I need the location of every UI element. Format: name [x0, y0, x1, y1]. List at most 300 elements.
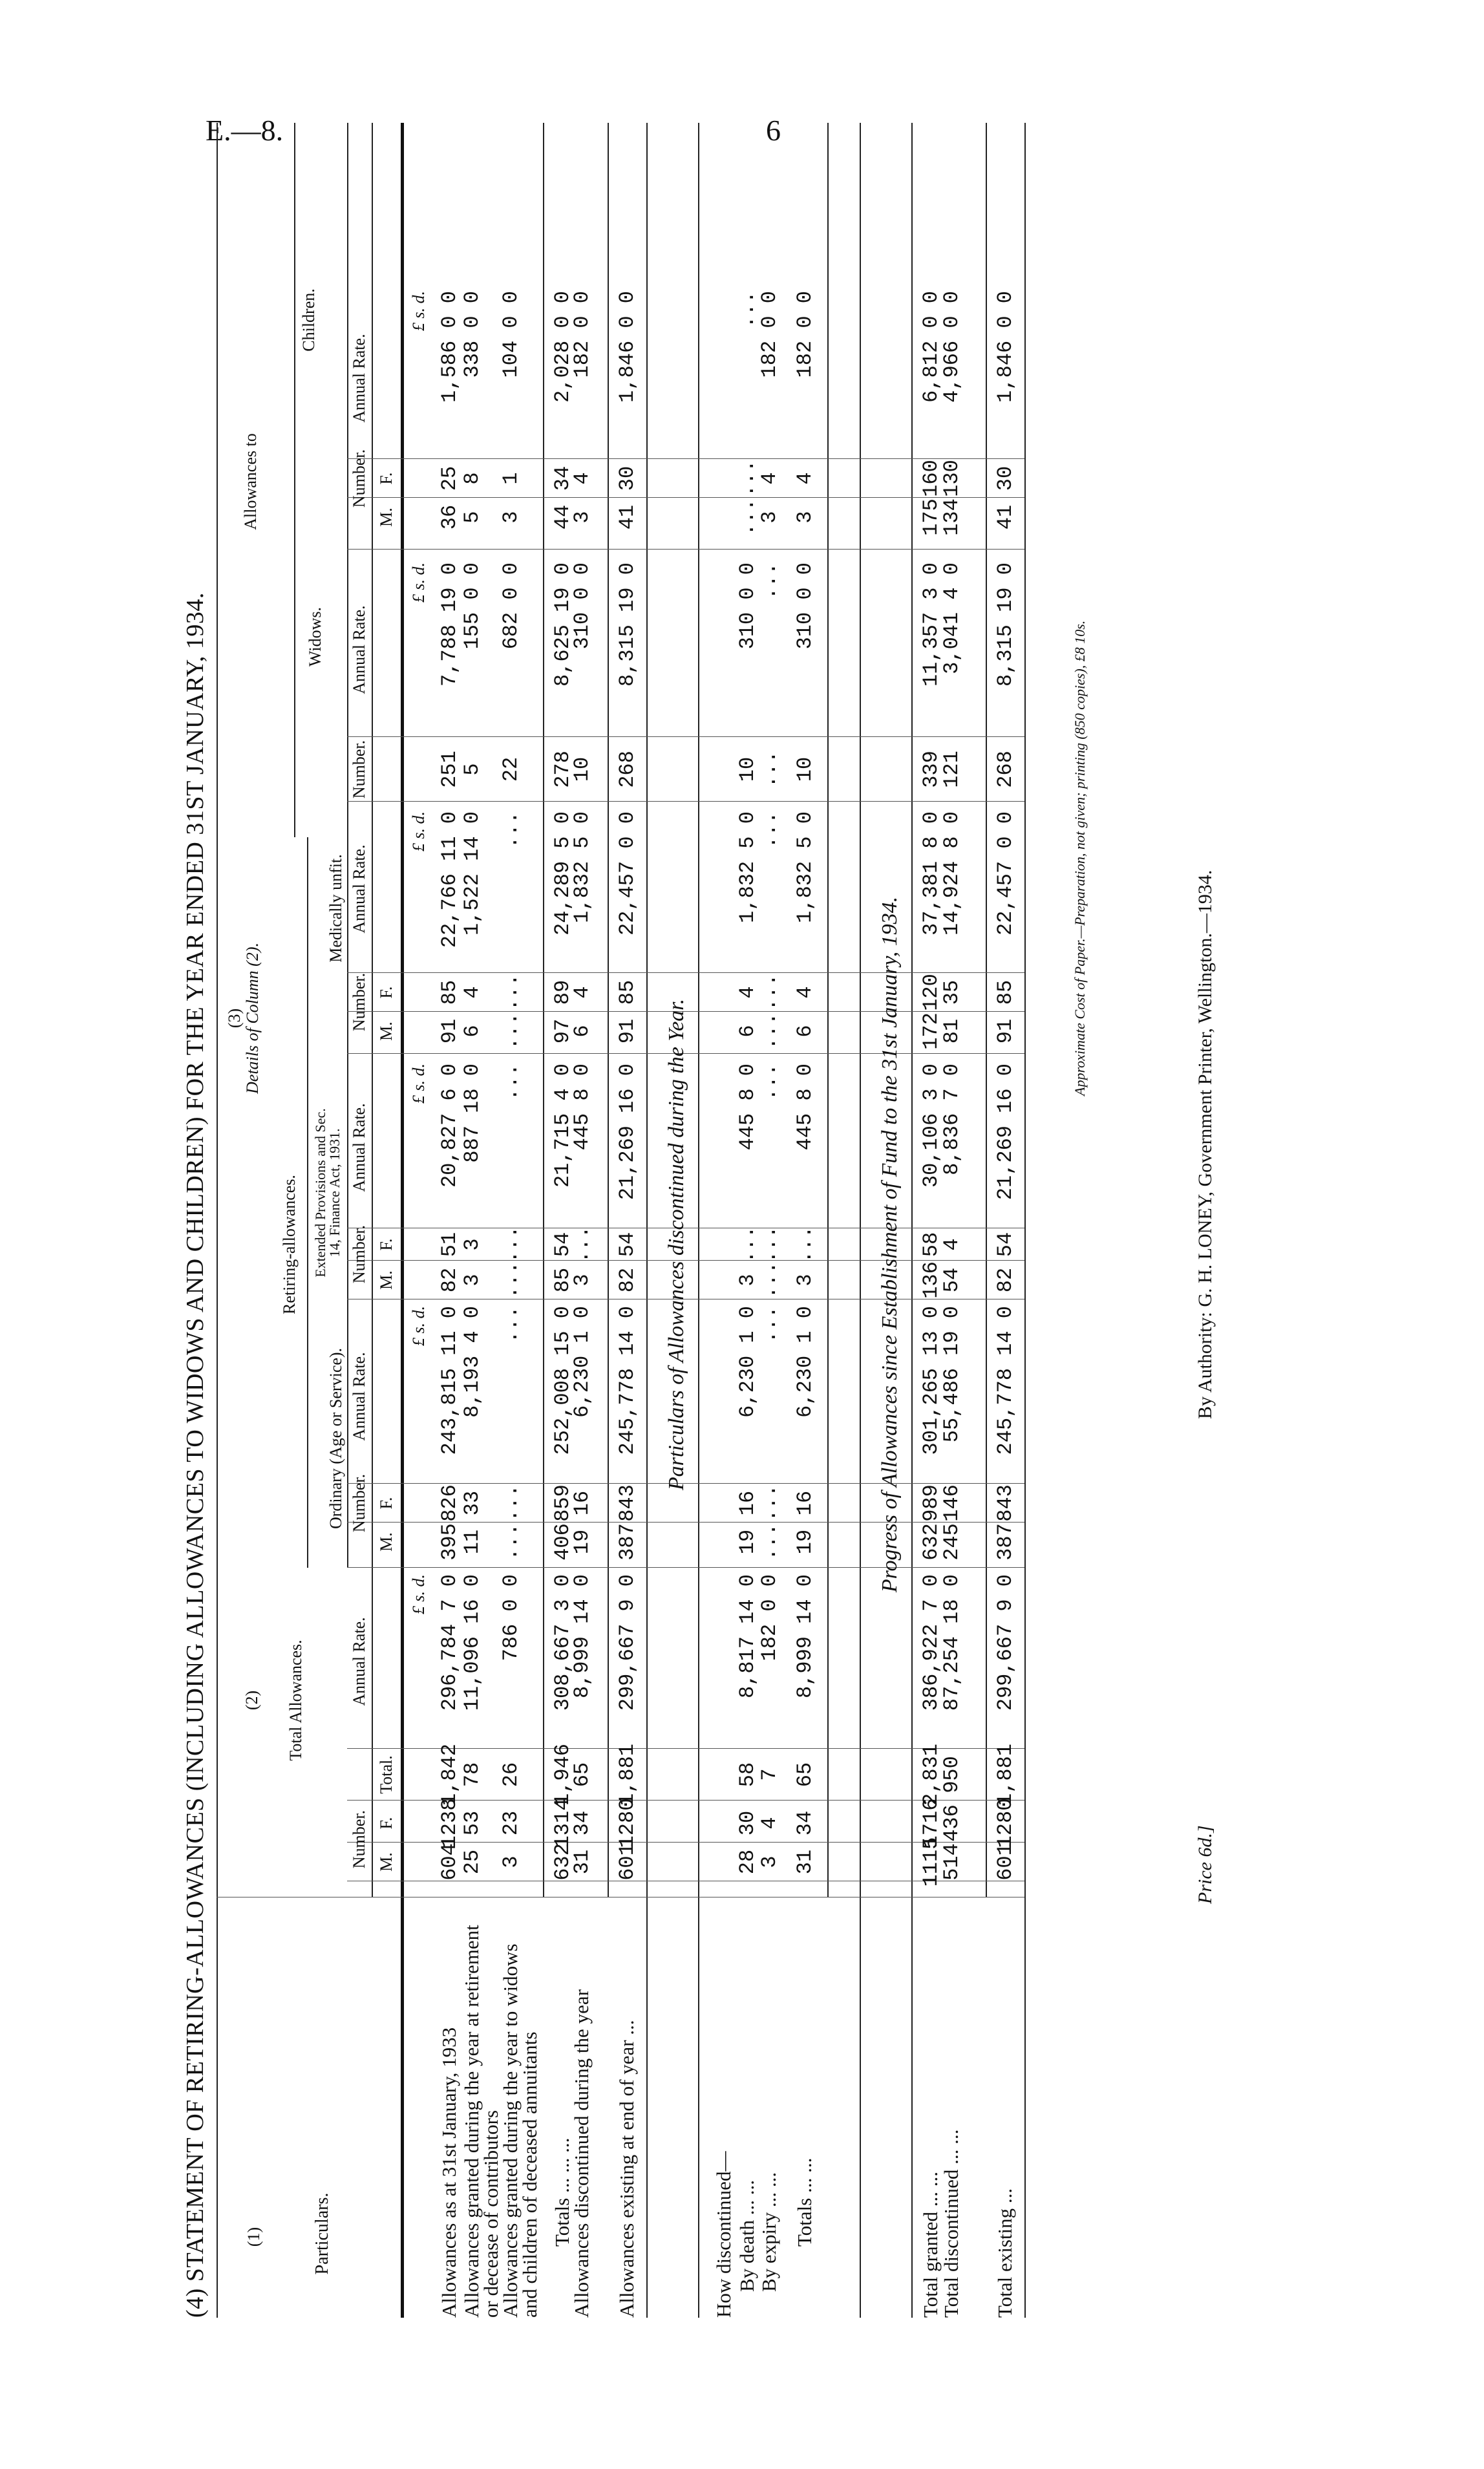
discontinued_rows-cell-chi_rate: 182 0 0: [793, 291, 817, 378]
med-currency-symbols: £ s. d.: [409, 811, 428, 852]
column-rule: [347, 1522, 1024, 1523]
discontinued_rows-cell-med_m: 6: [736, 1025, 759, 1038]
main_rows-cell-ord_rate: 252,008 15 0: [551, 1306, 575, 1455]
main_rows-cell-ext_m: 82: [615, 1267, 639, 1293]
rule-section2-bottom: [860, 123, 861, 2318]
children-heading: Children.: [299, 288, 318, 352]
discontinued_rows-cell-wid_n: 10: [793, 756, 817, 782]
main_rows-cell-med_f: 4: [460, 986, 484, 999]
main_rows-cell-ext_m: 85: [551, 1267, 575, 1293]
discontinued_rows-cell-med_f: 4: [793, 986, 817, 999]
section3-title: Progress of Allowances since Establishment of Fund to the 31st January, 1934.: [878, 896, 902, 1593]
main_rows-cell-wid_n: 10: [570, 756, 594, 782]
main_rows-cell-chi_m: 44: [551, 504, 575, 530]
ext-number-heading: Number.: [350, 1224, 368, 1284]
discontinued_rows-cell-med_m: 6: [793, 1025, 817, 1038]
med-annual-rate-heading: Annual Rate.: [350, 844, 368, 934]
progress_rows-cell-tot_rate: 386,922 7 0: [919, 1574, 943, 1711]
main_rows-cell-tot_f: 34: [570, 1810, 594, 1836]
chi-number-heading: Number.: [350, 449, 368, 508]
col2-number: (2): [242, 1690, 261, 1711]
main_rows-cell-wid_n: 251: [438, 751, 461, 788]
main_rows-cell-tot_m: 604: [438, 1843, 461, 1881]
main_rows-cell-chi_m: 3: [570, 511, 594, 524]
main_rows-cell-chi_f: 25: [438, 465, 461, 491]
main_rows-row-label: Allowances granted during the year to widows and children of deceased annuitants: [499, 1943, 541, 2318]
main_rows-cell-med_rate: 24,289 5 0: [551, 811, 575, 936]
ord-currency-symbols: £ s. d.: [409, 1306, 428, 1347]
main_rows-cell-ord_rate: 6,230 1 0: [570, 1306, 594, 1418]
main_rows-cell-tot_t: 1,881: [615, 1743, 639, 1806]
discontinued_rows-cell-ext_f: ...: [758, 1226, 781, 1263]
discontinued_rows-cell-tot_rate: 182 0 0: [758, 1574, 781, 1662]
rule-section2-top: [698, 123, 699, 2318]
main_rows-cell-wid_rate: 8,315 19 0: [615, 562, 639, 687]
tot-m-heading: M.: [377, 1852, 396, 1872]
ord-m-heading: M.: [377, 1532, 396, 1552]
rule-sub-heading: [347, 123, 348, 1568]
progress_rows-cell-med_rate: 37,381 8 0: [919, 811, 943, 936]
discontinued_rows-cell-ext_f: ...: [793, 1226, 817, 1263]
particulars-heading: Particulars.: [312, 2192, 332, 2275]
main_rows-cell-ext_m: 3: [570, 1274, 594, 1287]
main_rows-cell-med_rate: 22,766 11 0: [438, 811, 461, 948]
med-m-heading: M.: [377, 1021, 396, 1041]
progress_rows-cell-med_rate: 14,924 8 0: [940, 811, 964, 936]
progress_rows-cell-ord_m: 245: [940, 1523, 964, 1561]
tot-currency-symbols: £ s. d.: [409, 1574, 428, 1615]
progress_rows-cell-chi_m: 134: [940, 498, 964, 536]
main_rows-cell-ord_m: 395: [438, 1523, 461, 1561]
main_rows-cell-ext_f: 51: [438, 1232, 461, 1257]
discontinued_rows-cell-ext_rate: ...: [758, 1063, 781, 1101]
allowances-to-heading: Allowances to: [241, 433, 260, 530]
main_rows-cell-tot_rate: 11,096 16 0: [460, 1574, 484, 1711]
rule-section1-bottom: [646, 123, 648, 2318]
main_rows-cell-tot_m: 31: [570, 1849, 594, 1875]
progress_rows-cell-chi_rate: 4,966 0 0: [940, 291, 964, 403]
main_rows-cell-ord_rate: 245,778 14 0: [615, 1306, 639, 1455]
progress_rows-cell-tot_rate: 87,254 18 0: [940, 1574, 964, 1711]
ord-number-heading: Number.: [350, 1473, 368, 1533]
main_rows-cell-ext_f: ...: [570, 1226, 594, 1263]
main_rows-cell-chi_f: 4: [570, 472, 594, 485]
discontinued_rows-cell-ext_f: ...: [736, 1226, 759, 1263]
main_rows-cell-chi_rate: 1,846 0 0: [615, 291, 639, 403]
ext-m-heading: M.: [377, 1270, 396, 1290]
page-code: E.—8.: [206, 114, 284, 147]
column-rule: [347, 497, 1024, 498]
med-number-heading: Number.: [350, 972, 368, 1032]
main_rows-cell-wid_rate: 7,788 19 0: [438, 562, 461, 687]
tot-f-heading: F.: [377, 1817, 396, 1830]
progress_rows-cell-med_f: 35: [940, 979, 964, 1005]
main_rows-cell-tot_m: 632: [551, 1843, 575, 1881]
main_rows-row-label: Allowances granted during the year at retirement or decease of contributors: [460, 1925, 502, 2318]
ext-f-heading: F.: [377, 1238, 396, 1251]
rule-retiring-under: [307, 837, 308, 1568]
main_rows-cell-ord_rate: 243,815 11 0: [438, 1306, 461, 1455]
main_rows-cell-med_f: 4: [570, 986, 594, 999]
main_rows-cell-med_rate: ...: [499, 811, 523, 849]
main_rows-cell-wid_n: 22: [499, 756, 523, 782]
main_rows-cell-tot_rate: 308,667 3 0: [551, 1574, 575, 1711]
discontinued_rows-cell-ext_m: 3: [793, 1274, 817, 1287]
main_rows-cell-tot_f: 1280: [615, 1798, 639, 1848]
column-rule: [347, 1567, 1024, 1568]
main_rows-cell-chi_f: 1: [499, 472, 523, 485]
rotated-table-page: [178, 107, 1370, 2344]
main_rows-cell-ext_f: ...: [499, 1226, 523, 1263]
main_rows-cell-med_rate: 22,457 0 0: [615, 811, 639, 936]
discontinued_rows-cell-chi_m: ...: [736, 498, 759, 536]
progress_rows-cell-wid_rate: 3,041 4 0: [940, 562, 964, 674]
discontinued_rows-cell-tot_t: 7: [758, 1768, 781, 1781]
main_rows-cell-ord_m: ...: [499, 1523, 523, 1561]
main_rows-cell-tot_rate: 8,999 14 0: [570, 1574, 594, 1699]
main_rows-cell-ext_m: 3: [460, 1274, 484, 1287]
discontinued_rows-cell-wid_rate: 310 0 0: [736, 562, 759, 650]
progress_rows-cell-chi_rate: 6,812 0 0: [919, 291, 943, 403]
main_rows-row-label: Allowances existing at end of year ...: [615, 2020, 638, 2318]
main_rows-cell-ext_m: ...: [499, 1261, 523, 1299]
progress_rows-cell-wid_n: 268: [993, 751, 1017, 788]
main_rows-cell-tot_rate: 296,784 7 0: [438, 1574, 461, 1711]
progress_rows-cell-ord_f: 989: [919, 1484, 943, 1522]
progress_rows-cell-ext_f: 54: [993, 1232, 1017, 1257]
main_rows-cell-med_m: 6: [570, 1025, 594, 1038]
main_rows-cell-ord_f: 859: [551, 1484, 575, 1522]
wid-annual-rate-heading: Annual Rate.: [350, 605, 368, 694]
total-allowances-heading: Total Allowances.: [286, 1640, 305, 1761]
main_rows-cell-chi_rate: 182 0 0: [570, 291, 594, 378]
rule-totals-bottom: [608, 123, 609, 1897]
discontinued_rows-cell-ext_rate: 445 8 0: [736, 1063, 759, 1151]
progress_rows-cell-wid_rate: 11,357 3 0: [919, 562, 943, 687]
main_rows-cell-tot_m: 601: [615, 1843, 639, 1881]
progress_rows-cell-ext_m: 82: [993, 1267, 1017, 1293]
wid-number-heading: Number.: [350, 740, 368, 799]
ord-annual-rate-heading: Annual Rate.: [350, 1352, 368, 1441]
discontinued_rows-cell-ext_m: ...: [758, 1261, 781, 1299]
main_rows-cell-ord_m: 406: [551, 1523, 575, 1561]
progress_rows-cell-med_m: 172: [919, 1012, 943, 1050]
progress_rows-cell-med_m: 81: [940, 1018, 964, 1044]
discontinued_rows-cell-ext_rate: 445 8 0: [793, 1063, 817, 1151]
main_rows-cell-med_f: ...: [499, 974, 523, 1011]
rule-section3-top: [911, 123, 913, 2318]
authority-line: By Authority: G. H. LONEY, Government Printer, Wellington.—1934.: [1194, 870, 1216, 1419]
main_rows-cell-ord_f: ...: [499, 1484, 523, 1522]
main_rows-cell-med_m: 97: [551, 1018, 575, 1044]
discontinued_rows-cell-med_m: ...: [758, 1012, 781, 1050]
main_rows-cell-ord_m: 19: [570, 1529, 594, 1555]
progress_rows-cell-ord_f: 146: [940, 1484, 964, 1522]
discontinued_rows-cell-tot_t: 65: [793, 1762, 817, 1788]
main_rows-cell-med_m: 91: [615, 1018, 639, 1044]
discontinued_rows-cell-med_f: ...: [758, 974, 781, 1011]
main_rows-cell-med_m: ...: [499, 1012, 523, 1050]
main_rows-cell-ext_rate: 445 8 0: [570, 1063, 594, 1151]
medically-unfit-heading: Medically unfit.: [326, 854, 345, 963]
extended-heading: Extended Provisions and Sec. 14, Finance Act, 1931.: [312, 1108, 343, 1277]
main_rows-cell-ord_rate: ...: [499, 1306, 523, 1343]
col1-number: (1): [244, 2227, 263, 2247]
progress_rows-cell-ext_rate: 8,836 7 0: [940, 1063, 964, 1175]
rule-totals-top: [543, 123, 544, 1897]
discontinued_rows-cell-tot_m: 3: [758, 1855, 781, 1868]
main_rows-cell-ord_f: 843: [615, 1484, 639, 1522]
progress_rows-cell-tot_m: 514: [940, 1843, 964, 1881]
progress_rows-row-label: Total granted ... ...: [919, 2172, 942, 2318]
discontinued_rows-cell-chi_m: 3: [758, 511, 781, 524]
main_rows-cell-chi_rate: 1,586 0 0: [438, 291, 461, 403]
main_rows-cell-med_f: 85: [615, 979, 639, 1005]
main_rows-cell-tot_t: 65: [570, 1762, 594, 1788]
progress_rows-row-label: Total discontinued ... ...: [940, 2129, 962, 2318]
wid-currency-symbols: £ s. d.: [409, 562, 428, 603]
ord-f-heading: F.: [377, 1497, 396, 1510]
progress_rows-row-label: Total existing ...: [993, 2188, 1016, 2318]
main_rows-cell-ord_f: 826: [438, 1484, 461, 1522]
column-rule: [347, 549, 1024, 550]
tot-annual-rate-heading: Annual Rate.: [350, 1617, 368, 1706]
progress_rows-cell-chi_f: 30: [993, 465, 1017, 491]
discontinued_rows-cell-tot_f: 34: [793, 1810, 817, 1836]
main_rows-cell-tot_m: 3: [499, 1855, 523, 1868]
chi-f-heading: F.: [377, 472, 396, 485]
progress_rows-cell-ord_m: 632: [919, 1523, 943, 1561]
col3-number: (3): [225, 1008, 244, 1029]
discontinued_rows-cell-wid_n: 10: [736, 756, 759, 782]
discontinued_rows-row-label: By expiry ... ...: [758, 2172, 780, 2292]
main_rows-cell-med_f: 85: [438, 979, 461, 1005]
progress_rows-cell-ext_f: 4: [940, 1238, 964, 1251]
tot-number-heading: Number.: [350, 1810, 368, 1869]
column-rule: [347, 801, 1024, 802]
progress_rows-cell-tot_t: 1,881: [993, 1743, 1017, 1806]
cost-note: Approximate Cost of Paper.—Preparation, not given; printing (850 copies), £8 10s.: [1072, 620, 1088, 1096]
main_rows-cell-ext_rate: ...: [499, 1063, 523, 1101]
widows-heading: Widows.: [306, 606, 324, 667]
discontinued_rows-cell-ord_rate: 6,230 1 0: [736, 1306, 759, 1418]
progress_rows-cell-med_f: 85: [993, 979, 1017, 1005]
progress_rows-cell-chi_m: 41: [993, 504, 1017, 530]
main_rows-cell-wid_rate: 682 0 0: [499, 562, 523, 650]
main_rows-cell-wid_n: 268: [615, 751, 639, 788]
main_rows-cell-chi_rate: 2,028 0 0: [551, 291, 575, 403]
main_rows-cell-chi_f: 30: [615, 465, 639, 491]
tot-total-heading: Total.: [377, 1755, 396, 1794]
details-heading: Details of Column (2).: [243, 943, 262, 1094]
rule-section3-bottom: [1024, 123, 1026, 2318]
progress_rows-cell-ext_rate: 30,106 3 0: [919, 1063, 943, 1188]
main_rows-cell-tot_t: 26: [499, 1762, 523, 1788]
discontinued_rows-cell-chi_f: 4: [758, 472, 781, 485]
chi-currency-symbols: £ s. d.: [409, 291, 428, 332]
main_rows-cell-wid_rate: 155 0 0: [460, 562, 484, 650]
progress_rows-cell-ord_rate: 245,778 14 0: [993, 1306, 1017, 1455]
progress_rows-cell-tot_m: 1115: [919, 1837, 943, 1887]
rule-section2-totals: [827, 123, 829, 1897]
main_rows-cell-tot_t: 78: [460, 1762, 484, 1788]
discontinued_rows-cell-chi_m: 3: [793, 511, 817, 524]
discontinued_rows-cell-ord_f: 16: [793, 1490, 817, 1516]
page-number: 6: [766, 114, 781, 147]
rule-section3-totals: [986, 123, 987, 1897]
progress_rows-cell-tot_f: 436: [940, 1804, 964, 1842]
discontinued_rows-cell-tot_f: 4: [758, 1817, 781, 1830]
discontinued_rows-cell-ord_m: ...: [758, 1523, 781, 1561]
main_rows-cell-chi_f: 34: [551, 465, 575, 491]
discontinued_rows-cell-ord_rate: ...: [758, 1306, 781, 1343]
progress_rows-cell-wid_n: 339: [919, 751, 943, 788]
main_rows-cell-med_m: 91: [438, 1018, 461, 1044]
progress_rows-cell-tot_t: 950: [940, 1756, 964, 1793]
main_rows-cell-tot_m: 25: [460, 1849, 484, 1875]
discontinued_rows-cell-ord_m: 19: [793, 1529, 817, 1555]
progress_rows-cell-chi_m: 175: [919, 498, 943, 536]
discontinued_rows-cell-chi_f: ...: [736, 460, 759, 497]
progress_rows-cell-tot_m: 601: [993, 1843, 1017, 1881]
med-f-heading: F.: [377, 986, 396, 999]
discontinued_rows-cell-ord_f: 16: [736, 1490, 759, 1516]
discontinued_rows-cell-med_rate: 1,832 5 0: [793, 811, 817, 923]
rule-top: [217, 123, 218, 2318]
main_rows-cell-ord_f: 16: [570, 1490, 594, 1516]
main_rows-cell-ext_rate: 887 18 0: [460, 1063, 484, 1163]
main_rows-cell-tot_t: 1,842: [438, 1743, 461, 1806]
progress_rows-cell-med_f: 120: [919, 974, 943, 1011]
discontinued_rows-cell-ord_rate: 6,230 1 0: [793, 1306, 817, 1418]
chi-m-heading: M.: [377, 508, 396, 527]
progress_rows-cell-ext_m: 136: [919, 1261, 943, 1299]
main_rows-cell-chi_f: 8: [460, 472, 484, 485]
rule-number-rate: [372, 123, 373, 1897]
discontinued_rows-cell-tot_rate: 8,999 14 0: [793, 1574, 817, 1699]
main_rows-cell-ord_m: 11: [460, 1529, 484, 1555]
main_rows-cell-chi_rate: 104 0 0: [499, 291, 523, 378]
ext-currency-symbols: £ s. d.: [409, 1063, 428, 1104]
main_rows-row-label: Allowances as at 31st January, 1933: [438, 2027, 460, 2318]
discontinued_rows-row-label: By death ... ...: [736, 2179, 758, 2292]
main_rows-cell-tot_rate: 299,667 9 0: [615, 1574, 639, 1711]
main_rows-cell-chi_m: 36: [438, 504, 461, 530]
progress_rows-cell-chi_f: 160: [919, 460, 943, 497]
main_rows-cell-med_rate: 1,832 5 0: [570, 811, 594, 923]
progress_rows-cell-wid_n: 121: [940, 751, 964, 788]
rule-allowances-to-under: [294, 123, 295, 837]
progress_rows-cell-med_rate: 22,457 0 0: [993, 811, 1017, 936]
main_rows-cell-tot_f: 1314: [551, 1798, 575, 1848]
main_rows-cell-ext_rate: 20,827 6 0: [438, 1063, 461, 1188]
main_rows-cell-ext_f: 54: [615, 1232, 639, 1257]
progress_rows-cell-med_m: 91: [993, 1018, 1017, 1044]
main_rows-cell-chi_m: 5: [460, 511, 484, 524]
main_rows-cell-wid_n: 278: [551, 751, 575, 788]
discontinued_rows-cell-chi_rate: ...: [736, 291, 759, 328]
main_rows-cell-ext_f: 54: [551, 1232, 575, 1257]
main_rows-cell-tot_t: 1,946: [551, 1743, 575, 1806]
main_rows-cell-med_f: 89: [551, 979, 575, 1005]
main_rows-cell-ext_m: 82: [438, 1267, 461, 1293]
progress_rows-cell-tot_t: 2,831: [919, 1743, 943, 1806]
progress_rows-cell-ord_f: 843: [993, 1484, 1017, 1522]
progress_rows-cell-chi_f: 130: [940, 460, 964, 497]
ext-annual-rate-heading: Annual Rate.: [350, 1103, 368, 1192]
discontinued_rows-cell-ext_m: 3: [736, 1274, 759, 1287]
discontinued_rows-row-label: How discontinued—: [712, 2151, 735, 2318]
progress_rows-cell-ext_m: 54: [940, 1267, 964, 1293]
main_rows-cell-chi_m: 3: [499, 511, 523, 524]
statement-title: (4) STATEMENT OF RETIRING-ALLOWANCES (INCLUDING ALLOWANCES TO WIDOWS AND CHILDREN) FOR THE YEAR ENDED 31ST JANUARY, 1934.: [182, 592, 209, 2318]
rule-header-bottom: [401, 123, 404, 2318]
main_rows-cell-tot_f: 53: [460, 1810, 484, 1836]
progress_rows-cell-wid_rate: 8,315 19 0: [993, 562, 1017, 687]
main_rows-cell-ext_f: 3: [460, 1238, 484, 1251]
main_rows-cell-chi_rate: 338 0 0: [460, 291, 484, 378]
main_rows-cell-ord_rate: 8,193 4 0: [460, 1306, 484, 1418]
main_rows-cell-tot_f: 23: [499, 1810, 523, 1836]
progress_rows-cell-ext_f: 58: [919, 1232, 943, 1257]
progress_rows-cell-chi_rate: 1,846 0 0: [993, 291, 1017, 403]
discontinued_rows-cell-wid_rate: ...: [758, 562, 781, 600]
discontinued_rows-cell-tot_m: 31: [793, 1849, 817, 1875]
discontinued_rows-cell-ord_m: 19: [736, 1529, 759, 1555]
price-line: Price 6d.]: [1194, 1825, 1216, 1904]
main_rows-cell-tot_rate: 786 0 0: [499, 1574, 523, 1662]
progress_rows-cell-tot_f: 1716: [919, 1798, 943, 1848]
main_rows-cell-tot_f: 1238: [438, 1798, 461, 1848]
main_rows-cell-ord_f: 33: [460, 1490, 484, 1516]
progress_rows-cell-ord_rate: 301,265 13 0: [919, 1306, 943, 1455]
discontinued_rows-cell-chi_rate: 182 0 0: [758, 291, 781, 378]
discontinued_rows-cell-tot_m: 28: [736, 1849, 759, 1875]
section2-title: Particulars of Allowances discontinued during the Year.: [664, 998, 688, 1491]
main_rows-cell-ext_rate: 21,715 4 0: [551, 1063, 575, 1188]
discontinued_rows-cell-tot_rate: 8,817 14 0: [736, 1574, 759, 1699]
discontinued_rows-cell-tot_t: 58: [736, 1762, 759, 1788]
main_rows-cell-wid_rate: 8,625 19 0: [551, 562, 575, 687]
discontinued_rows-cell-med_rate: 1,832 5 0: [736, 811, 759, 923]
main_rows-cell-ext_rate: 21,269 16 0: [615, 1063, 639, 1201]
retiring-allowances-heading: Retiring-allowances.: [280, 1175, 299, 1314]
discontinued_rows-cell-wid_rate: 310 0 0: [793, 562, 817, 650]
discontinued_rows-cell-med_rate: ...: [758, 811, 781, 849]
main_rows-cell-wid_rate: 310 0 0: [570, 562, 594, 650]
progress_rows-cell-tot_rate: 299,667 9 0: [993, 1574, 1017, 1711]
main_rows-row-label: Totals ... ... ...: [551, 2137, 573, 2247]
main_rows-cell-chi_m: 41: [615, 504, 639, 530]
discontinued_rows-row-label: Totals ... ...: [793, 2157, 816, 2247]
main_rows-cell-med_rate: 1,522 14 0: [460, 811, 484, 936]
discontinued_rows-cell-ord_f: ...: [758, 1484, 781, 1522]
progress_rows-cell-tot_f: 1280: [993, 1798, 1017, 1848]
progress_rows-cell-ord_rate: 55,486 19 0: [940, 1306, 964, 1443]
chi-annual-rate-heading: Annual Rate.: [350, 334, 368, 423]
progress_rows-cell-ord_m: 387: [993, 1523, 1017, 1561]
discontinued_rows-cell-chi_f: 4: [793, 472, 817, 485]
ordinary-heading: Ordinary (Age or Service).: [326, 1347, 345, 1530]
main_rows-row-label: Allowances discontinued during the year: [570, 1989, 593, 2318]
main_rows-cell-wid_n: 5: [460, 763, 484, 776]
discontinued_rows-cell-tot_f: 30: [736, 1810, 759, 1836]
discontinued_rows-cell-wid_n: ...: [758, 751, 781, 788]
discontinued_rows-cell-med_f: 4: [736, 986, 759, 999]
main_rows-cell-med_m: 6: [460, 1025, 484, 1038]
progress_rows-cell-ext_rate: 21,269 16 0: [993, 1063, 1017, 1201]
main_rows-cell-ord_m: 387: [615, 1523, 639, 1561]
